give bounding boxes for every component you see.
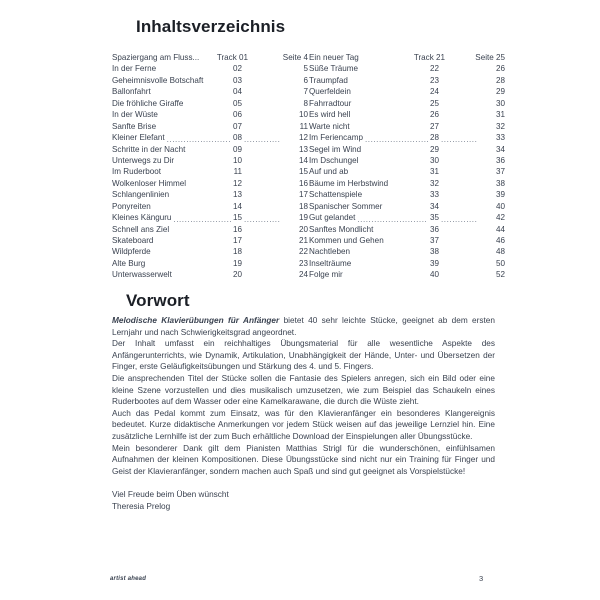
toc-leader-dots-secondary (244, 232, 280, 233)
toc-entry-page: 18 (298, 201, 308, 211)
toc-entry-track: 27 (429, 121, 439, 131)
toc-entry-title: Warte nicht (309, 121, 350, 131)
toc-entry-title: Sanfte Brise (112, 121, 157, 131)
toc-leader-dots (174, 278, 231, 279)
toc-entry[interactable] (309, 166, 505, 177)
toc-entry[interactable] (112, 212, 308, 223)
toc-leader-dots-secondary (447, 60, 463, 61)
vorwort-paragraph-2: Der Inhalt umfasst ein reichhaltiges Übungsmaterial für alle wesentliche Aspekte des Anfängerunterrichts, wie Dynamik, Artikulation, Unabhängigkeit der Hände, Unter- und Übersetzen der Finger, erste Geläufigkeitsübungen und Stärkung des 4. und 5. Fingers. (112, 339, 495, 372)
toc-entry[interactable] (112, 132, 308, 143)
toc-entry-title: Querfeldein (309, 87, 351, 97)
toc-entry-track: 30 (429, 155, 439, 165)
toc-leader-dots-secondary (244, 175, 280, 176)
toc-entry[interactable] (309, 98, 505, 109)
toc-entry-track: 09 (232, 144, 242, 154)
toc-leader-dots-secondary (441, 72, 477, 73)
toc-leader-dots (188, 186, 231, 187)
toc-leader-dots-secondary (244, 83, 280, 84)
toc-entry-page: 17 (298, 190, 308, 200)
toc-entry-page: 33 (495, 133, 505, 143)
toc-leader-dots (353, 266, 428, 267)
toc-leader-dots (160, 118, 231, 119)
toc-entry-track: 08 (232, 133, 242, 143)
toc-entry-track: 38 (429, 247, 439, 257)
toc-entry-title: Segel im Wind (309, 144, 362, 154)
toc-entry-track: 24 (429, 87, 439, 97)
toc-entry-title: Unterwasserwelt (112, 270, 172, 280)
toc-entry-title: Es wird hell (309, 110, 351, 120)
toc-entry-title: In der Ferne (112, 64, 157, 74)
toc-entry[interactable] (309, 224, 505, 235)
toc-entry-track: 17 (232, 236, 242, 245)
toc-entry-title: Nachtleben (309, 247, 350, 257)
toc-entry-page: 42 (495, 213, 505, 223)
toc-entry-track: 12 (232, 178, 242, 188)
toc-leader-dots (360, 163, 428, 164)
toc-leader-dots (167, 141, 231, 142)
toc-entry-title: Die fröhliche Giraffe (112, 98, 184, 108)
toc-leader-dots (352, 129, 428, 130)
toc-entry[interactable] (112, 246, 308, 257)
toc-entry-track: 18 (232, 247, 242, 257)
toc-leader-dots (147, 266, 231, 267)
toc-leader-dots-secondary (250, 60, 266, 61)
toc-entry-track: 05 (232, 98, 242, 108)
toc-entry[interactable] (309, 235, 505, 246)
toc-entry-title: Fahrradtour (309, 98, 352, 108)
toc-leader-dots (363, 152, 428, 153)
toc-entry-page: 24 (298, 270, 308, 280)
toc-entry-track: 28 (429, 133, 439, 143)
toc-entry-track: Track 21 (413, 53, 445, 62)
toc-entry-page: 12 (298, 133, 308, 143)
toc-leader-dots (171, 198, 231, 199)
toc-entry-track: 23 (429, 75, 439, 85)
toc-entry-page: 26 (495, 64, 505, 74)
toc-leader-dots (176, 163, 231, 164)
toc-entry-page: 11 (299, 121, 308, 131)
toc-entry[interactable] (309, 75, 505, 86)
toc-entry[interactable] (112, 235, 308, 246)
toc-entry-title: Skateboard (112, 236, 154, 245)
toc-entry[interactable] (309, 189, 505, 200)
page-title-inhaltsverzeichnis: Inhaltsverzeichnis (136, 17, 286, 36)
toc-leader-dots-secondary (244, 255, 280, 256)
toc-entry-title: Kleiner Elefant (112, 133, 165, 143)
toc-leader-dots (158, 72, 231, 73)
toc-entry-track: 04 (232, 87, 242, 97)
toc-entry-track: 40 (429, 270, 439, 280)
toc-entry-page: 50 (495, 258, 505, 268)
toc-entry-track: Track 01 (216, 53, 248, 62)
toc-entry-page: 20 (298, 224, 308, 234)
toc-entry[interactable] (309, 246, 505, 257)
toc-leader-dots (361, 60, 412, 61)
toc-leader-dots (155, 243, 231, 244)
toc-leader-dots-secondary (244, 186, 280, 187)
toc-entry-page: 38 (495, 178, 505, 188)
toc-entry-track: 15 (232, 213, 242, 223)
toc-entry-title: Im Feriencamp (309, 133, 363, 143)
toc-entry-page: 15 (298, 167, 308, 177)
toc-entry-title: Unterwegs zu Dir (112, 155, 175, 165)
toc-entry[interactable] (309, 63, 505, 74)
toc-leader-dots-secondary (441, 152, 477, 153)
toc-leader-dots-secondary (441, 232, 477, 233)
toc-leader-dots-secondary (441, 209, 477, 210)
vorwort-paragraph-3: Die ansprechenden Titel der Stücke sollen die Fantasie des Spielers anregen, sich ein Bild oder eine kleine Szene vorzustellen und dies musikalisch umzusetzen, wie zum Beispiel das Schaukeln eines Ruderbootes auf dem Wasser oder eine Kamelkarawane, die durch die Wüste zieht. (112, 373, 495, 407)
toc-leader-dots-secondary (244, 163, 280, 164)
toc-leader-dots-secondary (441, 266, 477, 267)
toc-entry-page: 40 (495, 201, 505, 211)
toc-entry-title: Wildpferde (112, 247, 151, 257)
toc-entry-track: 32 (429, 178, 439, 188)
toc-entry-track: 31 (429, 167, 439, 177)
toc-entry-track: 19 (232, 258, 242, 268)
toc-entry-track: 33 (429, 190, 439, 200)
toc-leader-dots (350, 83, 428, 84)
toc-entry[interactable] (112, 121, 308, 132)
toc-entry[interactable] (112, 109, 308, 120)
toc-entry-track: 06 (232, 110, 242, 120)
toc-entry-page: 19 (298, 213, 308, 223)
toc-leader-dots (163, 175, 232, 176)
toc-entry-page: 7 (303, 87, 308, 97)
toc-leader-dots (185, 106, 231, 107)
toc-entry-page: 8 (303, 98, 308, 108)
toc-entry[interactable] (112, 189, 308, 200)
toc-leader-dots (375, 232, 428, 233)
toc-leader-dots-secondary (244, 221, 280, 222)
toc-entry-track: 07 (232, 121, 242, 131)
toc-entry-track: 25 (429, 98, 439, 108)
toc-entry-track: 39 (429, 258, 439, 268)
toc-entry-page: 36 (495, 155, 505, 165)
toc-entry-page: 37 (495, 167, 505, 177)
toc-entry-title: Im Ruderboot (112, 167, 162, 177)
toc-entry-track: 34 (429, 201, 439, 211)
toc-entry[interactable] (112, 178, 308, 189)
toc-entry-title: Ballonfahrt (112, 87, 151, 97)
toc-leader-dots-secondary (441, 83, 477, 84)
toc-entry-title: Kommen und Gehen (309, 236, 384, 245)
page-number: 3 (479, 574, 484, 583)
toc-leader-dots-secondary (441, 175, 477, 176)
toc-entry-title: Im Dschungel (309, 155, 359, 165)
toc-entry-title: Süße Träume (309, 64, 359, 74)
toc-entry-track: 03 (232, 75, 242, 85)
toc-entry[interactable] (112, 201, 308, 212)
toc-leader-dots-secondary (244, 209, 280, 210)
toc-entry-title: Ein neuer Tag (309, 53, 359, 62)
toc-leader-dots-secondary (441, 278, 477, 279)
toc-leader-dots (153, 209, 231, 210)
toc-entry-track: 35 (429, 213, 439, 223)
toc-entry-page: 16 (298, 178, 308, 188)
toc-entry-page: 5 (303, 64, 308, 74)
toc-leader-dots (364, 198, 428, 199)
toc-leader-dots (205, 83, 231, 84)
toc-entry-track: 22 (429, 64, 439, 74)
toc-entry[interactable] (112, 86, 308, 97)
toc-entry-title: Auf und ab (309, 167, 349, 177)
vorwort-paragraph-1-rest: bietet 40 sehr leichte Stücke, geeignet ab dem ersten Lernjahr und nach Schwierigkeitsgrad angeordnet. (112, 316, 495, 337)
toc-entry-title: Schnell ans Ziel (112, 224, 170, 234)
vorwort-closing-line-1: Viel Freude beim Üben wünscht (112, 489, 229, 499)
toc-leader-dots-secondary (244, 198, 280, 199)
toc-leader-dots-secondary (441, 243, 477, 244)
toc-leader-dots-secondary (244, 95, 280, 96)
toc-leader-dots (173, 221, 231, 222)
toc-entry-track: 02 (232, 64, 242, 74)
toc-entry-track: 37 (429, 236, 439, 245)
toc-leader-dots (390, 186, 428, 187)
toc-entry-page: 6 (303, 75, 308, 85)
toc-leader-dots-secondary (244, 118, 280, 119)
toc-entry[interactable] (112, 144, 308, 155)
toc-leader-dots-secondary (244, 72, 280, 73)
toc-entry[interactable] (112, 224, 308, 235)
toc-entry-title: Alte Burg (112, 258, 146, 268)
toc-entry[interactable] (112, 98, 308, 109)
toc-entry-page: 30 (495, 98, 505, 108)
toc-entry-page: 34 (495, 144, 505, 154)
toc-leader-dots (365, 141, 428, 142)
toc-leader-dots-secondary (244, 278, 280, 279)
toc-entry[interactable] (309, 52, 505, 63)
toc-entry-title: In der Wüste (112, 110, 158, 120)
toc-entry-title: Schattenspiele (309, 190, 363, 200)
toc-entry-title: Wolkenloser Himmel (112, 178, 187, 188)
toc-entry-track: 13 (232, 190, 242, 200)
toc-leader-dots (353, 106, 428, 107)
toc-entry[interactable] (309, 109, 505, 120)
toc-leader-dots (357, 221, 428, 222)
toc-entry-page: 22 (298, 247, 308, 257)
toc-entry-title: Inselträume (309, 258, 352, 268)
toc-entry[interactable] (309, 144, 505, 155)
toc-entry-title: Spanischer Sommer (309, 201, 383, 211)
vorwort-signature: Theresia Prelog (112, 501, 171, 511)
toc-leader-dots (171, 232, 231, 233)
toc-entry-page: 39 (495, 190, 505, 200)
toc-entry[interactable] (309, 178, 505, 189)
toc-entry-track: 29 (429, 144, 439, 154)
toc-entry-page: 21 (298, 236, 308, 245)
vorwort-body (112, 315, 495, 512)
page-title-vorwort: Vorwort (126, 291, 190, 310)
vorwort-lead-title: Melodische Klavierübungen für Anfänger (112, 316, 280, 325)
toc-entry[interactable] (309, 201, 505, 212)
toc-leader-dots (352, 255, 428, 256)
toc-entry-page: 31 (495, 110, 505, 120)
toc-leader-dots-secondary (441, 106, 477, 107)
toc-entry-page: 29 (495, 87, 505, 97)
toc-entry[interactable] (309, 132, 505, 143)
toc-leader-dots (360, 72, 428, 73)
toc-leader-dots-secondary (441, 186, 477, 187)
toc-entry-title: Bäume im Herbstwind (309, 178, 389, 188)
toc-leader-dots-secondary (441, 198, 477, 199)
toc-leader-dots-secondary (244, 243, 280, 244)
toc-entry[interactable] (112, 75, 308, 86)
toc-entry[interactable] (112, 258, 308, 269)
toc-entry-track: 16 (232, 224, 242, 234)
toc-leader-dots (158, 129, 231, 130)
toc-leader-dots (386, 243, 428, 244)
toc-entry[interactable] (309, 121, 505, 132)
toc-leader-dots-secondary (244, 106, 280, 107)
toc-entry-title: Sanftes Mondlicht (309, 224, 374, 234)
toc-entry-title: Traumpfad (309, 75, 348, 85)
toc-entry-track: 10 (232, 155, 242, 165)
toc-entry[interactable] (112, 63, 308, 74)
toc-entry-page: 52 (495, 270, 505, 280)
toc-entry-title: Spaziergang am Fluss... (112, 53, 200, 62)
toc-leader-dots (345, 278, 428, 279)
toc-entry-track: 36 (429, 224, 439, 234)
toc-entry-title: Geheimnisvolle Botschaft (112, 75, 204, 85)
toc-leader-dots (352, 118, 428, 119)
toc-leader-dots (187, 152, 231, 153)
toc-entry[interactable] (309, 258, 505, 269)
toc-leader-dots (353, 95, 428, 96)
toc-entry[interactable] (309, 212, 505, 223)
toc-leader-dots-secondary (244, 129, 280, 130)
toc-entry-page: Seite 25 (475, 53, 505, 62)
toc-entry[interactable] (309, 269, 505, 280)
toc-leader-dots (153, 95, 231, 96)
toc-entry-title: Gut gelandet (309, 213, 356, 223)
toc-leader-dots-secondary (441, 141, 477, 142)
toc-entry[interactable] (309, 86, 505, 97)
toc-entry-track: 20 (232, 270, 242, 280)
toc-leader-dots (384, 209, 428, 210)
toc-entry-track: 14 (232, 201, 242, 211)
toc-entry-title: Schlangenlinien (112, 190, 170, 200)
toc-entry-page: 23 (298, 258, 308, 268)
toc-entry[interactable] (112, 155, 308, 166)
toc-entry[interactable] (112, 52, 308, 63)
toc-entry-track: 11 (233, 167, 242, 177)
publisher-logo: artist ahead (110, 576, 147, 582)
toc-entry-page: Seite 4 (282, 53, 308, 62)
toc-entry-title: Ponyreiten (112, 201, 151, 211)
toc-leader-dots-secondary (441, 129, 477, 130)
toc-entry[interactable] (309, 155, 505, 166)
toc-leader-dots-secondary (244, 141, 280, 142)
vorwort-paragraph-4: Auch das Pedal kommt zum Einsatz, was für den Klavieranfänger ein besonderes Klangereignis bedeutet. Kurze didaktische Anmerkungen vor jedem Stück weisen auf das jeweilige Lernziel hin. Eine zusätzliche Lernhilfe ist der zum Buch erhältliche Download der Einspielungen aller Übungsstücke. (112, 408, 495, 441)
toc-leader-dots-secondary (441, 163, 477, 164)
toc-leader-dots-secondary (244, 152, 280, 153)
toc-entry-title: Schritte in der Nacht (112, 144, 186, 154)
vorwort-paragraph-5: Mein besonderer Dank gilt dem Pianisten Matthias Strigl für die wunderschönen, einfühlsamen Aufnahmen der kleinen Kompositionen. Diese Übungsstücke sind nicht nur ein Training für Finger und Geist der Klavieranfänger, sondern machen auch Spaß und sind gut geeignet als Vorspielstücke! (112, 443, 495, 476)
toc-entry[interactable] (112, 269, 308, 280)
toc-entry-track: 26 (429, 110, 439, 120)
toc-entry-title: Folge mir (309, 270, 343, 280)
toc-leader-dots-secondary (244, 266, 280, 267)
toc-entry-title: Kleines Känguru (112, 213, 172, 223)
toc-entry-page: 28 (495, 75, 505, 85)
vorwort-paragraph-1 (112, 315, 495, 338)
toc-leader-dots (350, 175, 428, 176)
toc-entry-page: 48 (495, 247, 505, 257)
toc-entry[interactable] (112, 166, 308, 177)
toc-column-left (112, 52, 308, 281)
toc-entry-page: 44 (495, 224, 505, 234)
toc-entry-page: 46 (495, 236, 505, 245)
toc-leader-dots-secondary (441, 255, 477, 256)
toc-leader-dots-secondary (441, 221, 477, 222)
toc-leader-dots-secondary (441, 95, 477, 96)
toc-entry-page: 13 (298, 144, 308, 154)
toc-leader-dots (153, 255, 231, 256)
toc-entry-page: 10 (298, 110, 308, 120)
toc-leader-dots-secondary (441, 118, 477, 119)
toc-leader-dots (201, 60, 215, 61)
toc-column-right (309, 52, 505, 281)
toc-entry-page: 32 (495, 121, 505, 131)
toc-entry-page: 14 (298, 155, 308, 165)
